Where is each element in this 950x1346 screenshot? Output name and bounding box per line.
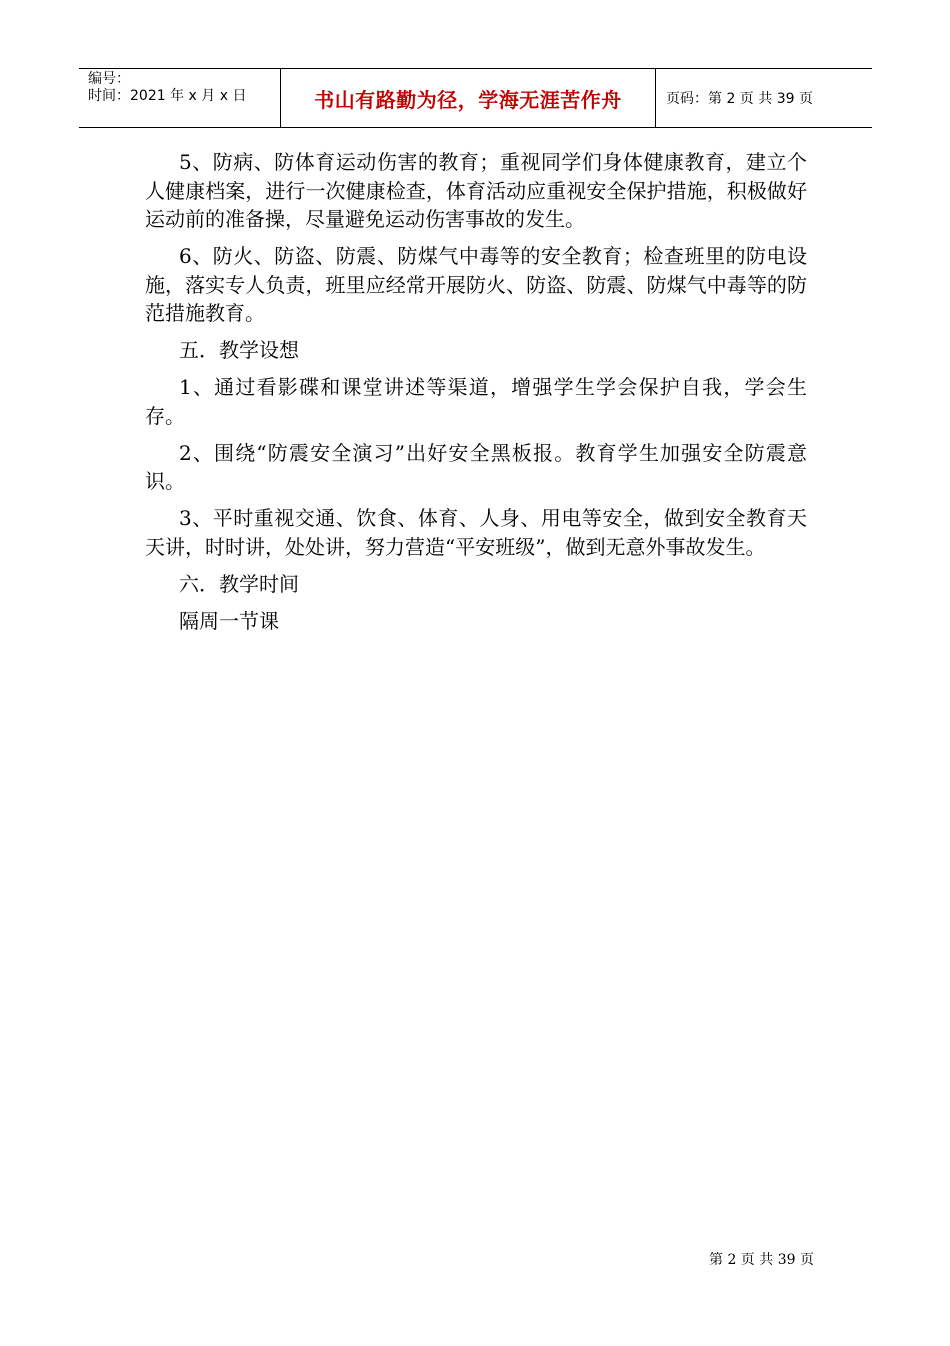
section-heading-teaching-plan: 五．教学设想 bbox=[179, 338, 299, 362]
header-meta bbox=[79, 69, 281, 127]
document-body bbox=[145, 148, 807, 644]
page-info-text: 页码：第 2 页 共 39 页 bbox=[666, 91, 813, 107]
paragraph-teaching-time: 隔周一节课 bbox=[179, 608, 279, 633]
motto-text: 书山有路勤为径，学海无涯苦作舟 bbox=[314, 87, 622, 112]
paragraph-item-5: 5、防病、防体育运动伤害的教育；重视同学们身体健康教育，建立个人健康档案，进行一次健康检查，体育活动应重视安全保护措施，积极做好运动前的准备操，尽量避免运动伤害事故的发生。 bbox=[145, 150, 807, 231]
footer-page-number: 第 2 页 共 39 页 bbox=[709, 1252, 814, 1268]
header-page-info bbox=[656, 69, 872, 127]
paragraph-plan-2: 2、围绕“防震安全演习”出好安全黑板报。教育学生加强安全防震意识。 bbox=[145, 440, 807, 493]
header-motto bbox=[281, 69, 656, 127]
document-number-label: 编号： bbox=[88, 71, 130, 87]
paragraph-item-6: 6、防火、防盗、防震、防煤气中毒等的安全教育；检查班里的防电设施，落实专人负责，班里应经常开展防火、防盗、防震、防煤气中毒等的防范措施教育。 bbox=[145, 244, 807, 325]
page-header bbox=[79, 68, 872, 128]
section-heading-teaching-time: 六．教学时间 bbox=[179, 571, 299, 596]
page-footer bbox=[709, 1249, 814, 1269]
paragraph-plan-3: 3、平时重视交通、饮食、体育、人身、用电等安全，做到安全教育天天讲，时时讲，处处讲，努力营造“平安班级”，做到无意外事故发生。 bbox=[145, 506, 807, 559]
document-date: 时间：2021 年 x 月 x 日 bbox=[88, 88, 247, 104]
paragraph-plan-1: 1、通过看影碟和课堂讲述等渠道，增强学生学会保护自我，学会生存。 bbox=[145, 375, 807, 428]
